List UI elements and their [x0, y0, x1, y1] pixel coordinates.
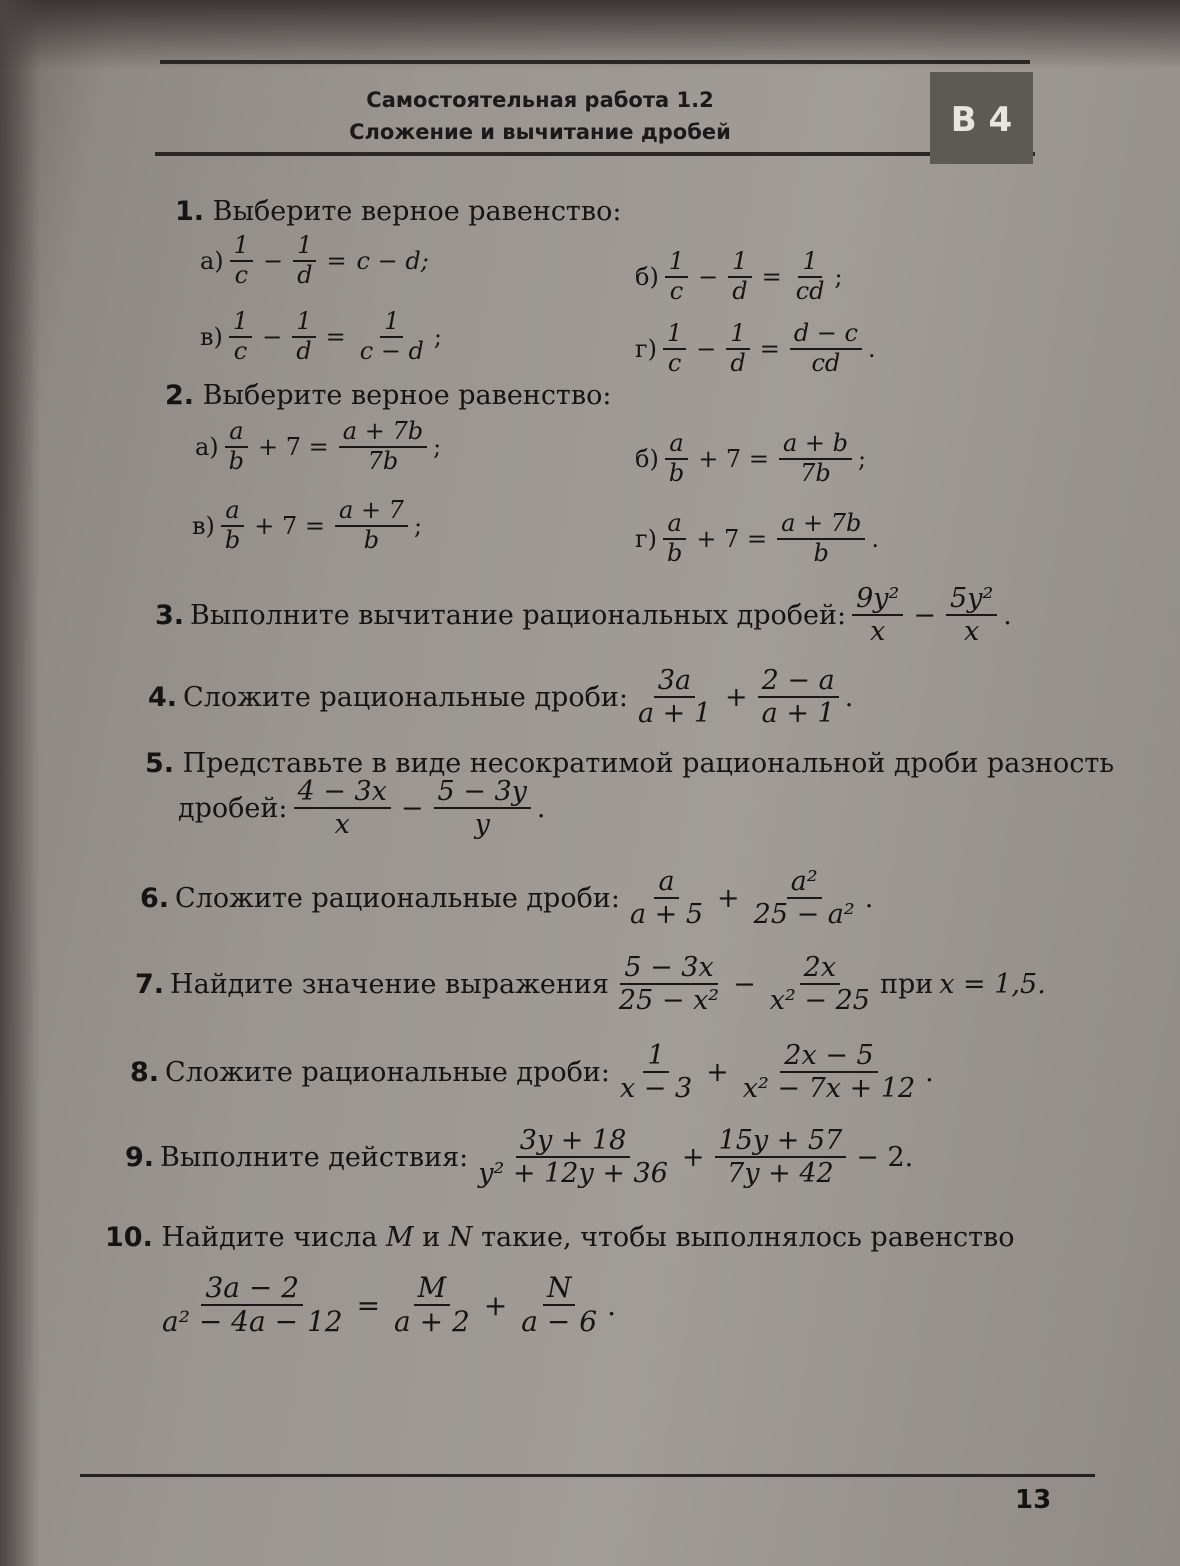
- task-2-option-v: в) $\frac{a}{b}$ + 7 = $\frac{a + 7}{b}$ ;: [192, 496, 423, 554]
- header-bottom-rule: [155, 152, 1035, 156]
- task-6: 6. Сложите рациональные дроби: $\frac{a}{a + 5}$ + $\frac{\text{a²}}{\text{25 − a²}}$ .: [140, 866, 874, 931]
- task-2-option-a: а) $\frac{a}{b}$ + 7 = $\frac{a + 7b}{7b}$ ;: [195, 417, 442, 475]
- header-top-rule: [160, 60, 1030, 64]
- task-7: 7. Найдите значение выражения $\frac{5 - 3x}{\text{25 − x²}}$ − $\frac{2x}{\text{x² − 25}}$ при x = 1,5.: [135, 952, 1046, 1017]
- task-2-option-g: г) $\frac{a}{b}$ + 7 = $\frac{a + 7b}{b}$ .: [635, 509, 880, 567]
- worksheet-subtitle: Сложение и вычитание дробей: [349, 120, 731, 144]
- task-2-option-b: б) $\frac{a}{b}$ + 7 = $\frac{a + b}{7b}$ ;: [635, 429, 867, 487]
- task-5: 5. Представьте в виде несократимой рациональной дроби разность: [145, 748, 1115, 779]
- task-3: 3. Выполните вычитание рациональных дробей: $\frac{\text{9y²}}{x}$ − $\frac{\text{5y²}}{x}$ .: [155, 583, 1012, 648]
- task-10: 10. Найдите числа M и N такие, чтобы выполнялось равенство: [105, 1222, 1015, 1253]
- task-4: 4. Сложите рациональные дроби: $\frac{3a}{a + 1}$ + $\frac{2 - a}{a + 1}$ .: [148, 665, 854, 730]
- page-number: 13: [1015, 1485, 1052, 1515]
- task-8: 8. Сложите рациональные дроби: $\frac{1}{x - 3}$ + $\frac{2x - 5}{\text{x² − 7x + 12}}$ .: [130, 1040, 934, 1105]
- worksheet-title: Самостоятельная работа 1.2: [366, 88, 714, 112]
- task-9: 9. Выполните действия: $\frac{3y + 18}{\text{y² + 12y + 36}}$ + $\frac{15y + 57}{7y + 42}$ − 2.: [125, 1125, 914, 1190]
- task-1-option-a: а) $\frac{1}{c}$ − $\frac{1}{d}$ = c − d;: [200, 231, 429, 289]
- task-1: 1. Выберите верное равенство:: [175, 196, 622, 227]
- task-1-option-v: в) $\frac{1}{c}$ − $\frac{1}{d}$ = $\frac{1}{c - d}$ ;: [200, 307, 443, 365]
- task-2: 2. Выберите верное равенство:: [165, 380, 612, 411]
- task-1-option-g: г) $\frac{1}{c}$ − $\frac{1}{d}$ = $\frac{d - c}{cd}$ .: [635, 319, 876, 377]
- variant-label: В 4: [950, 100, 1013, 140]
- footer-rule: [80, 1474, 1095, 1477]
- task-1-option-b: б) $\frac{1}{c}$ − $\frac{1}{d}$ = $\frac{1}{cd}$ ;: [635, 247, 843, 305]
- task-10-equation: $\frac{3a - 2}{\text{a² − 4a − 12}}$ = $\frac{M}{a + 2}$ + $\frac{N}{a - 6}$ .: [162, 1271, 616, 1339]
- task-5-expression: дробей: $\frac{4 - 3x}{x}$ − $\frac{5 - 3y}{y}$ .: [178, 776, 546, 841]
